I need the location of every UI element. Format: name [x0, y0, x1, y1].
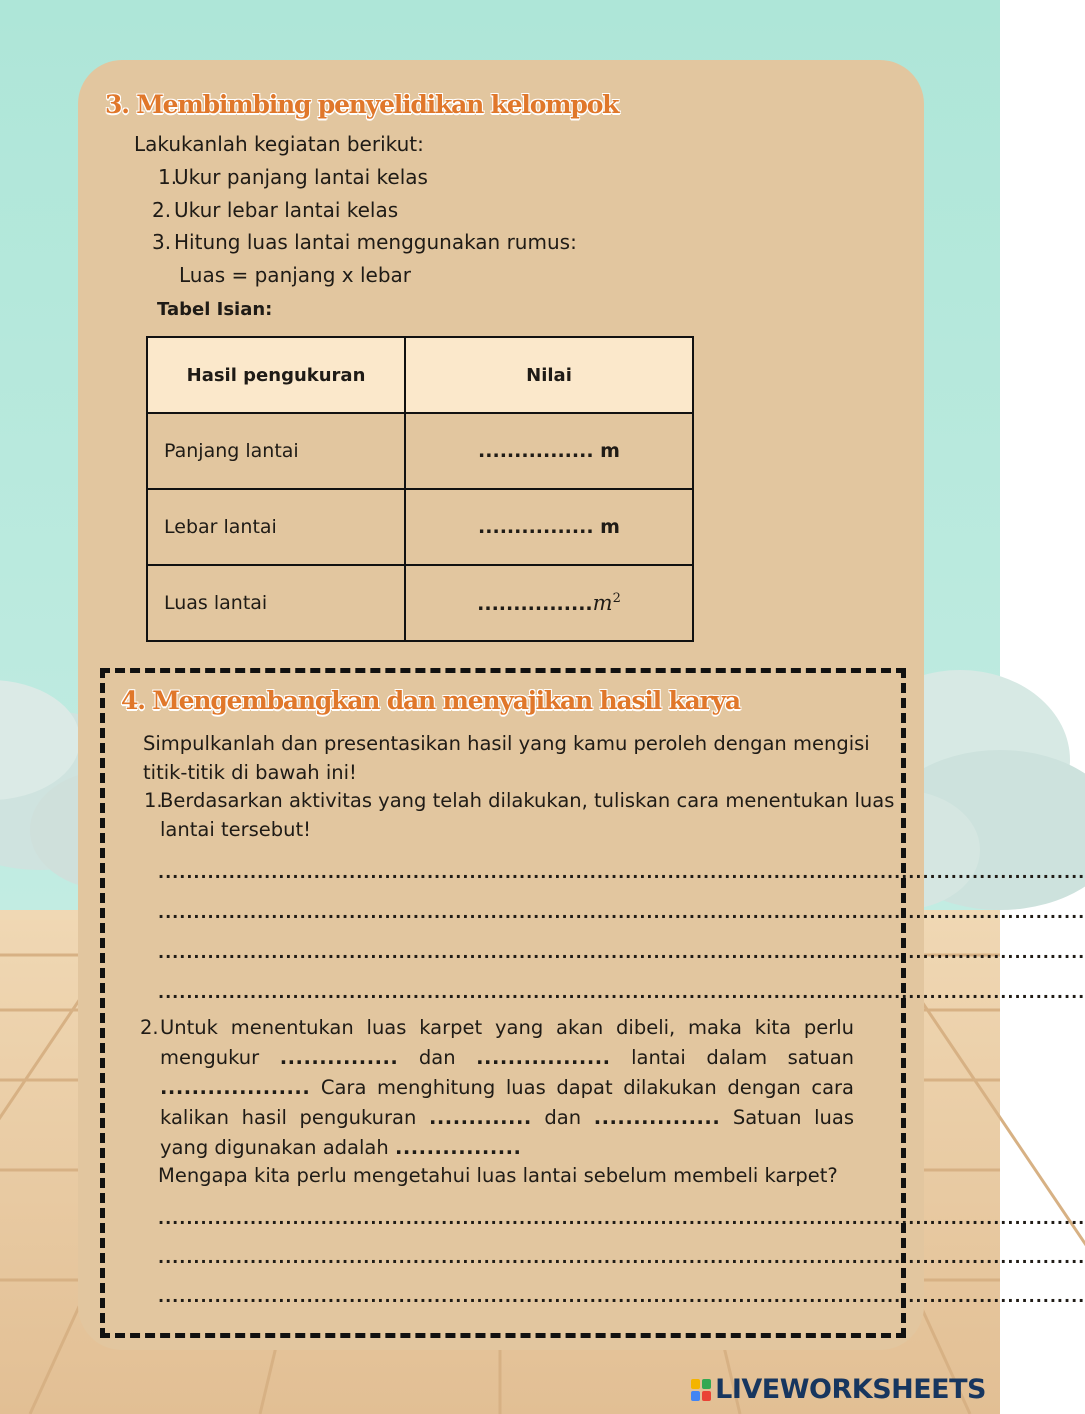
answer-line[interactable]: ................................................................................................................................... [158, 1287, 1085, 1306]
question-number: 1. [144, 789, 163, 812]
table-row [147, 413, 693, 489]
area-formula: Luas = panjang x lebar [179, 263, 412, 287]
answer-blank[interactable]: ................ [477, 593, 593, 615]
liveworksheets-logo[interactable] [691, 1374, 986, 1405]
unit-label: m [600, 440, 620, 462]
fill-blank[interactable]: ............. [428, 1106, 532, 1129]
step-text: Ukur panjang lantai kelas [174, 165, 428, 189]
fill-blank[interactable]: ................ [593, 1106, 721, 1129]
step-number: 1. [158, 165, 178, 189]
brand-name: LIVEWORKSHEETS [715, 1374, 986, 1405]
answer-line[interactable]: ................................................................................................................................... [158, 863, 1085, 882]
question-1-text-cont: lantai tersebut! [160, 818, 311, 841]
column-header: Hasil pengukuran [147, 337, 405, 413]
section-3-intro: Lakukanlah kegiatan berikut: [134, 132, 424, 156]
value-cell[interactable] [405, 565, 693, 641]
measurement-table [146, 336, 694, 642]
section-4-intro: Simpulkanlah dan presentasikan hasil yang kamu peroleh dengan mengisi [143, 732, 870, 755]
question-number: 2. [140, 1016, 159, 1039]
question-3-text: Mengapa kita perlu mengetahui luas lantai sebelum membeli karpet? [158, 1164, 838, 1187]
step-number: 3. [152, 230, 172, 254]
table-label: Tabel Isian: [157, 299, 273, 320]
row-label: Lebar lantai [147, 489, 405, 565]
question-1-text: Berdasarkan aktivitas yang telah dilakukan, tuliskan cara menentukan luas [160, 789, 895, 812]
section-4-intro-cont: titik-titik di bawah ini! [143, 761, 357, 784]
table-row [147, 489, 693, 565]
answer-line[interactable]: ................................................................................................................................... [158, 1248, 1085, 1267]
answer-line[interactable]: ................................................................................................................................... [158, 983, 1085, 1002]
answer-blank[interactable]: ................ [478, 516, 594, 538]
section-3-title: 3. Membimbing penyelidikan kelompok [105, 90, 619, 119]
section-4-box [100, 668, 1085, 1338]
answer-line[interactable]: ................................................................................................................................... [158, 943, 1085, 962]
table-row [147, 565, 693, 641]
row-label: Panjang lantai [147, 413, 405, 489]
table-header-row [147, 337, 693, 413]
step-text: Hitung luas lantai menggunakan rumus: [174, 230, 577, 254]
answer-blank[interactable]: ................ [478, 440, 594, 462]
answer-line[interactable]: ................................................................................................................................... [158, 903, 1085, 922]
unit-label: m [600, 516, 620, 538]
step-number: 2. [152, 198, 172, 222]
answer-line[interactable]: ................................................................................................................................... [158, 1209, 1085, 1228]
fill-blank[interactable]: ................... [160, 1076, 311, 1099]
value-cell[interactable] [405, 413, 693, 489]
step-text: Ukur lebar lantai kelas [174, 198, 399, 222]
section-4-title: 4. Mengembangkan dan menyajikan hasil karya [121, 686, 740, 715]
question-2-paragraph: Untuk menentukan luas karpet yang akan dibeli, maka kita perlu mengukur ............... dan ................. lantai dalam satuan ................... Cara menghitung luas dapat dilakukan dengan cara kalikan hasil pengukuran ............. dan ................ Satuan luas yang digunakan adalah ................ [160, 1016, 855, 1159]
row-label: Luas lantai [147, 565, 405, 641]
fill-blank[interactable]: ............... [279, 1046, 399, 1069]
fill-blank[interactable]: ................. [476, 1046, 611, 1069]
fill-blank[interactable]: ................ [394, 1136, 522, 1159]
brand-icon [691, 1379, 711, 1401]
unit-label: $m^2$ [592, 591, 621, 615]
column-header: Nilai [405, 337, 693, 413]
value-cell[interactable] [405, 489, 693, 565]
